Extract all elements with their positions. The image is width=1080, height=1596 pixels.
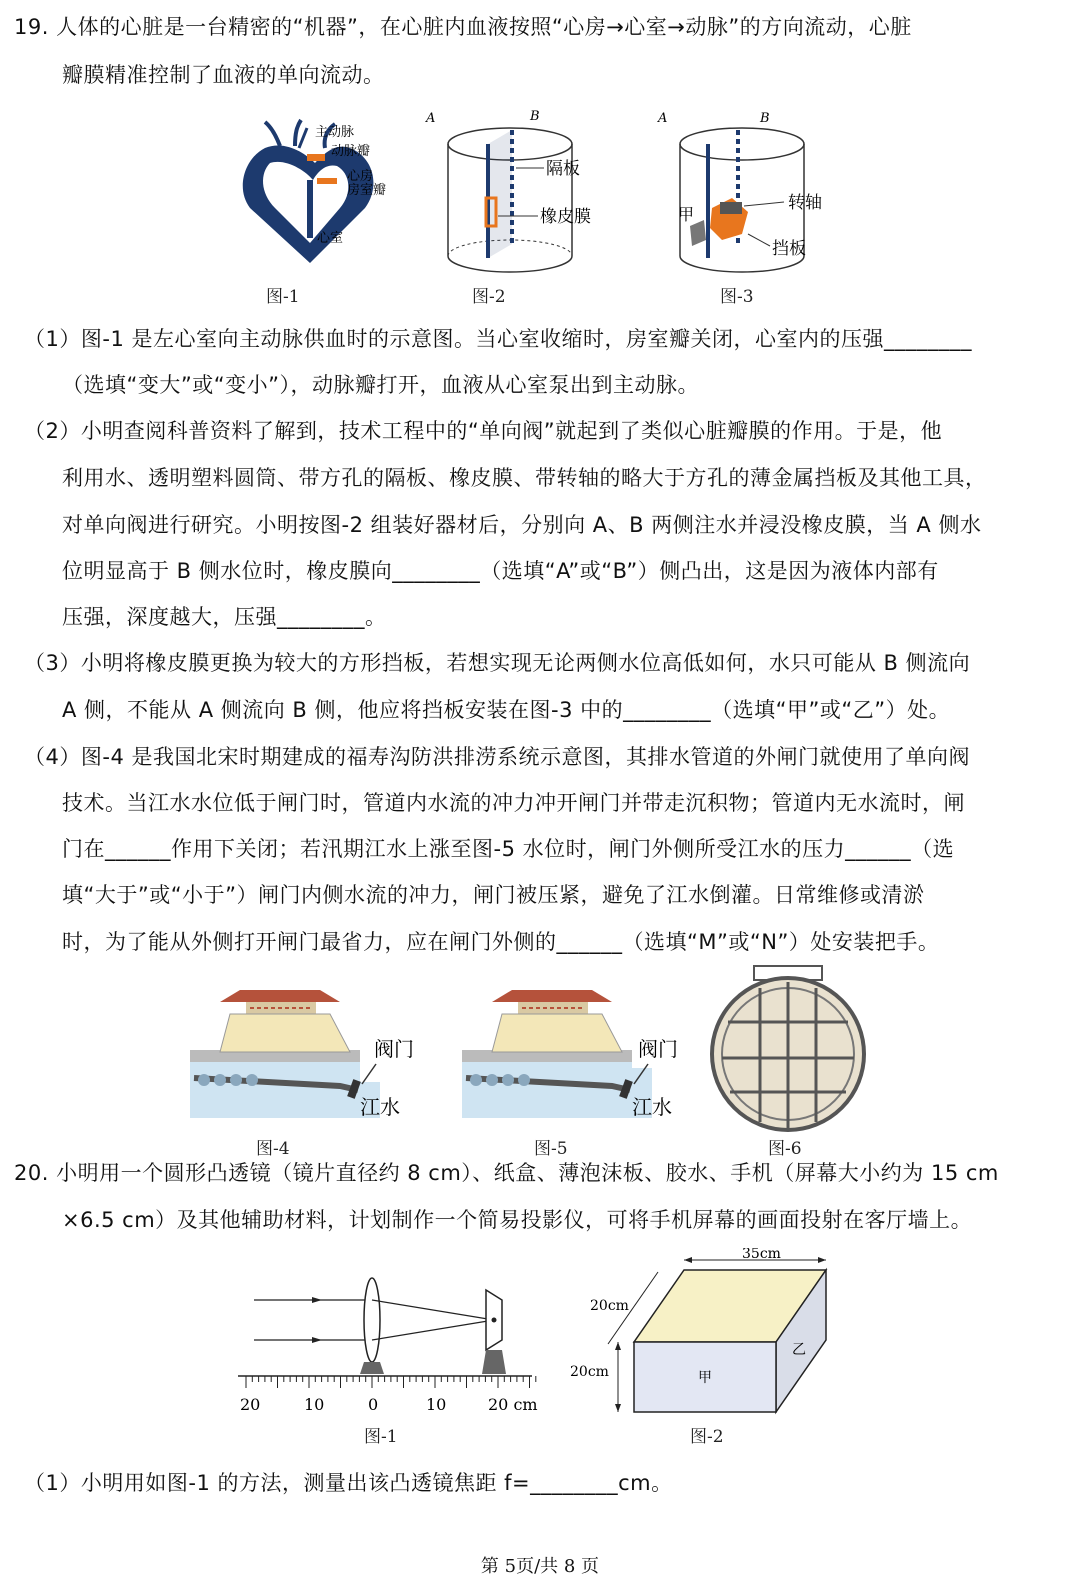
optical-bench-diagram <box>232 1268 552 1428</box>
drainage-system-diagram-high <box>462 968 702 1128</box>
ruler-label-10-left: 10 <box>304 1395 325 1414</box>
q19-part2-line2: 利用水、透明塑料圆筒、带方孔的隔板、橡皮膜、带转轴的略大于方孔的薄金属挡板及其他工具， <box>62 466 987 490</box>
label-av-valve: 房室瓣 <box>347 183 387 198</box>
label-aortic-valve: 动脉瓣 <box>331 144 371 159</box>
label-river: 江水 <box>632 1095 672 1119</box>
q19-intro-line2: 瓣膜精准控制了血液的单向流动。 <box>62 63 385 87</box>
drainage-system-diagram-low <box>190 968 430 1128</box>
q19-part3-line1: （3）小明将橡皮膜更换为较大的方形挡板，若想实现无论两侧水位高低如何，水只可能从 B 侧流向 <box>24 651 971 675</box>
ruler-ticks <box>246 1376 536 1388</box>
q20-part1-line: （1）小明用如图-1 的方法，测量出该凸透镜焦距 f=________cm。 <box>24 1471 673 1495</box>
label-baffle: 挡板 <box>772 239 806 259</box>
av-valve-highlight <box>317 178 337 184</box>
q19-fig3-caption: 图-3 <box>720 287 754 307</box>
q19-part2-line4: 位明显高于 B 侧水位时，橡皮膜向________（选填“A”或“B”）侧凸出，这是因为液体内部有 <box>62 559 939 583</box>
q19-part4-line4: 填“大于”或“小于”）闸门内侧水流的冲力，闸门被压紧，避免了江水倒灌。日常维修或清淤 <box>62 883 925 907</box>
label-aorta: 主动脉 <box>315 125 355 140</box>
label-b: B <box>530 109 540 124</box>
label-atrium: 心房 <box>347 169 374 184</box>
label-b: B <box>760 111 770 126</box>
page-footer: 第 5页/共 8 页 <box>480 1556 600 1577</box>
label-partition: 隔板 <box>546 159 580 179</box>
q20-fig2-caption: 图-2 <box>690 1427 724 1447</box>
label-a: A <box>658 111 668 126</box>
ruler-label-20-right: 20 cm <box>488 1395 538 1414</box>
ruler-label-0: 0 <box>368 1395 379 1414</box>
round-gate-diagram <box>708 962 868 1132</box>
q19-fig6-caption: 图-6 <box>768 1139 802 1159</box>
q19-part4-line5: 时，为了能从外侧打开闸门最省力，应在闸门外侧的______（选填“M”或“N”）处安装把手。 <box>62 930 940 954</box>
q19-part4-line2: 技术。当江水水位低于闸门时，管道内水流的冲力冲开闸门并带走沉积物；管道内无水流时，闸 <box>62 791 965 815</box>
q19-part1-line2: （选填“变大”或“变小”），动脉瓣打开，血液从心室泵出到主动脉。 <box>62 373 700 397</box>
aortic-valve-highlight <box>307 154 325 161</box>
q19-part2-line3: 对单向阀进行研究。小明按图-2 组装好器材后，分别向 A、B 两侧注水并浸没橡皮膜，当 A 侧水 <box>62 513 982 537</box>
cylinder-baffle-diagram <box>652 108 842 278</box>
label-valve: 阀门 <box>374 1037 414 1061</box>
q19-part1-line1: （1）图-1 是左心室向主动脉供血时的示意图。当心室收缩时，房室瓣关闭，心室内的压强________ <box>24 327 972 351</box>
q19-intro-line1: 19. 人体的心脏是一台精密的“机器”，在心脏内血液按照“心房→心室→动脉”的方向流动，心脏 <box>14 15 912 39</box>
ruler-label-20-left: 20 <box>240 1395 261 1414</box>
label-jia: 甲 <box>678 205 695 224</box>
label-ventricle: 心室 <box>317 231 344 246</box>
label-river: 江水 <box>360 1095 400 1119</box>
q19-part2-line5: 压强，深度越大，压强________。 <box>62 605 387 629</box>
q19-fig4-caption: 图-4 <box>256 1139 290 1159</box>
label-valve: 阀门 <box>638 1037 678 1061</box>
q19-fig5-caption: 图-5 <box>534 1139 568 1159</box>
label-hinge: 转轴 <box>788 193 822 213</box>
label-a: A <box>426 111 436 126</box>
label-box-height: 20cm <box>570 1364 609 1380</box>
cylinder-membrane-diagram <box>420 108 610 278</box>
convex-lens <box>364 1278 380 1362</box>
q19-fig1-caption: 图-1 <box>266 287 300 307</box>
q20-intro-line1: 20. 小明用一个圆形凸透镜（镜片直径约 8 cm）、纸盒、薄泡沫板、胶水、手机（屏幕大小约为 15 cm <box>14 1161 999 1185</box>
q20-fig1-caption: 图-1 <box>364 1427 398 1447</box>
cardboard-box-diagram <box>566 1248 846 1428</box>
label-face-yi: 乙 <box>792 1342 806 1358</box>
q19-part2-line1: （2）小明查阅科普资料了解到，技术工程中的“单向阀”就起到了类似心脏瓣膜的作用。于是，他 <box>24 419 943 443</box>
label-face-jia: 甲 <box>698 1370 712 1386</box>
q19-part3-line2: A 侧，不能从 A 侧流向 B 侧，他应将挡板安装在图-3 中的________（选填“甲”或“乙”）处。 <box>62 698 951 722</box>
label-box-width: 20cm <box>590 1298 629 1314</box>
label-rubber-membrane: 橡皮膜 <box>540 207 591 227</box>
hinge-shaft <box>720 202 742 214</box>
label-box-length: 35cm <box>742 1248 781 1262</box>
q20-intro-line2: ×6.5 cm）及其他辅助材料，计划制作一个简易投影仪，可将手机屏幕的画面投射在客厅墙上。 <box>62 1208 973 1232</box>
q19-fig2-caption: 图-2 <box>472 287 506 307</box>
ruler-label-10-right: 10 <box>426 1395 447 1414</box>
q19-part4-line3: 门在______作用下关闭；若汛期江水上涨至图-5 水位时，闸门外侧所受江水的压力______（选 <box>62 837 955 861</box>
heart-diagram <box>225 118 395 268</box>
q19-part4-line1: （4）图-4 是我国北宋时期建成的福寿沟防洪排涝系统示意图，其排水管道的外闸门就使用了单向阀 <box>24 745 970 769</box>
